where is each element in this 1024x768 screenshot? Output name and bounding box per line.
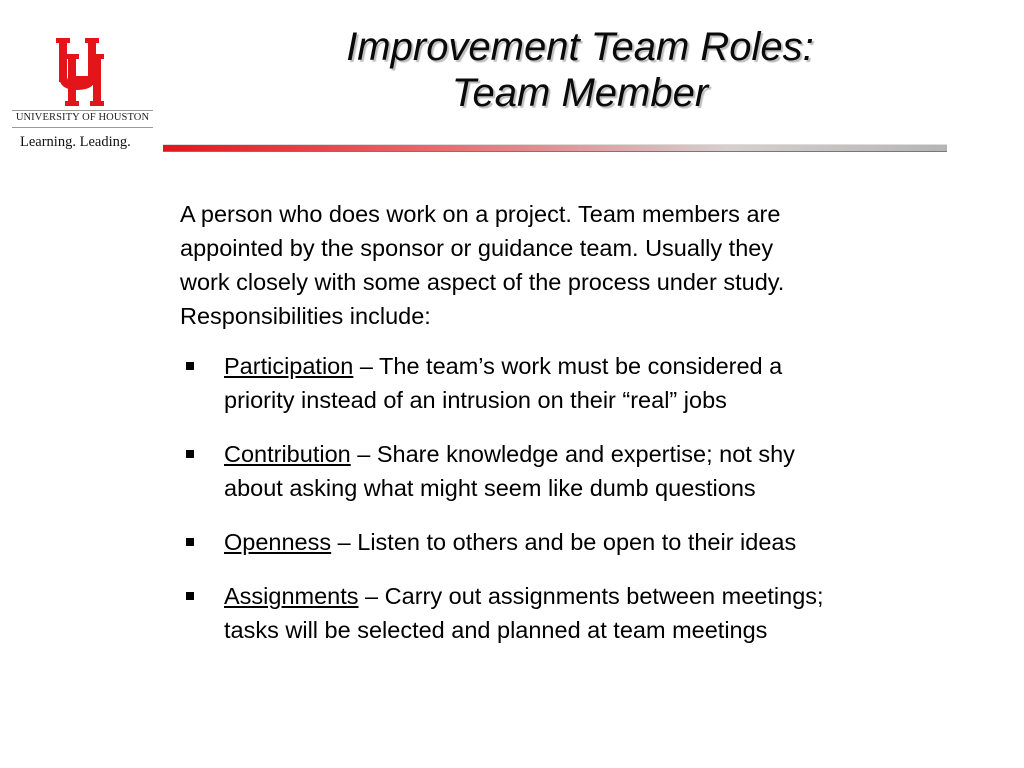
responsibilities-list [180,349,980,647]
bullet-line [224,525,980,559]
bullet-participation [180,349,980,417]
bullet-line [224,437,980,471]
square-bullet-icon [186,450,194,458]
intro-line: appointed by the sponsor or guidance team. Usually they [180,235,774,261]
bullet-line [224,349,980,383]
intro-paragraph [180,197,960,333]
bullet-term: Contribution [224,441,351,467]
bullet-openness [180,525,980,559]
bullet-text: – Carry out assignments between meetings; [358,583,824,609]
university-name: UNIVERSITY OF HOUSTON [15,112,150,123]
bullet-text: – The team’s work must be considered a [353,353,783,379]
bullet-contribution [180,437,980,505]
university-tagline: Learning. Leading. [20,134,131,150]
intro-line: work closely with some aspect of the process under study. [180,269,785,295]
bullet-term: Assignments [224,583,359,609]
bullet-line: about asking what might seem like dumb questions [224,475,756,501]
square-bullet-icon [186,538,194,546]
logo-rule-top [12,110,153,111]
title-divider-bar [163,144,947,152]
bullet-assignments [180,579,980,647]
uh-interlocking-logo-icon [54,30,112,108]
slide-title [190,24,970,116]
bullet-text: – Listen to others and be open to their ideas [331,529,797,555]
bullet-term: Participation [224,353,354,379]
bullet-text: – Share knowledge and expertise; not shy [350,441,795,467]
intro-line: Responsibilities include: [180,303,431,329]
square-bullet-icon [186,362,194,370]
intro-line: A person who does work on a project. Team members are [180,201,781,227]
bullet-line: priority instead of an intrusion on their “real” jobs [224,387,727,413]
bullet-line: tasks will be selected and planned at team meetings [224,617,768,643]
university-logo [12,30,157,155]
bullet-line [224,579,980,613]
bullet-term: Openness [224,529,332,555]
square-bullet-icon [186,592,194,600]
slide-title-line-2: Team Member [451,71,709,115]
logo-rule-bottom [12,127,153,128]
slide-title-line-1: Improvement Team Roles: [346,25,814,69]
